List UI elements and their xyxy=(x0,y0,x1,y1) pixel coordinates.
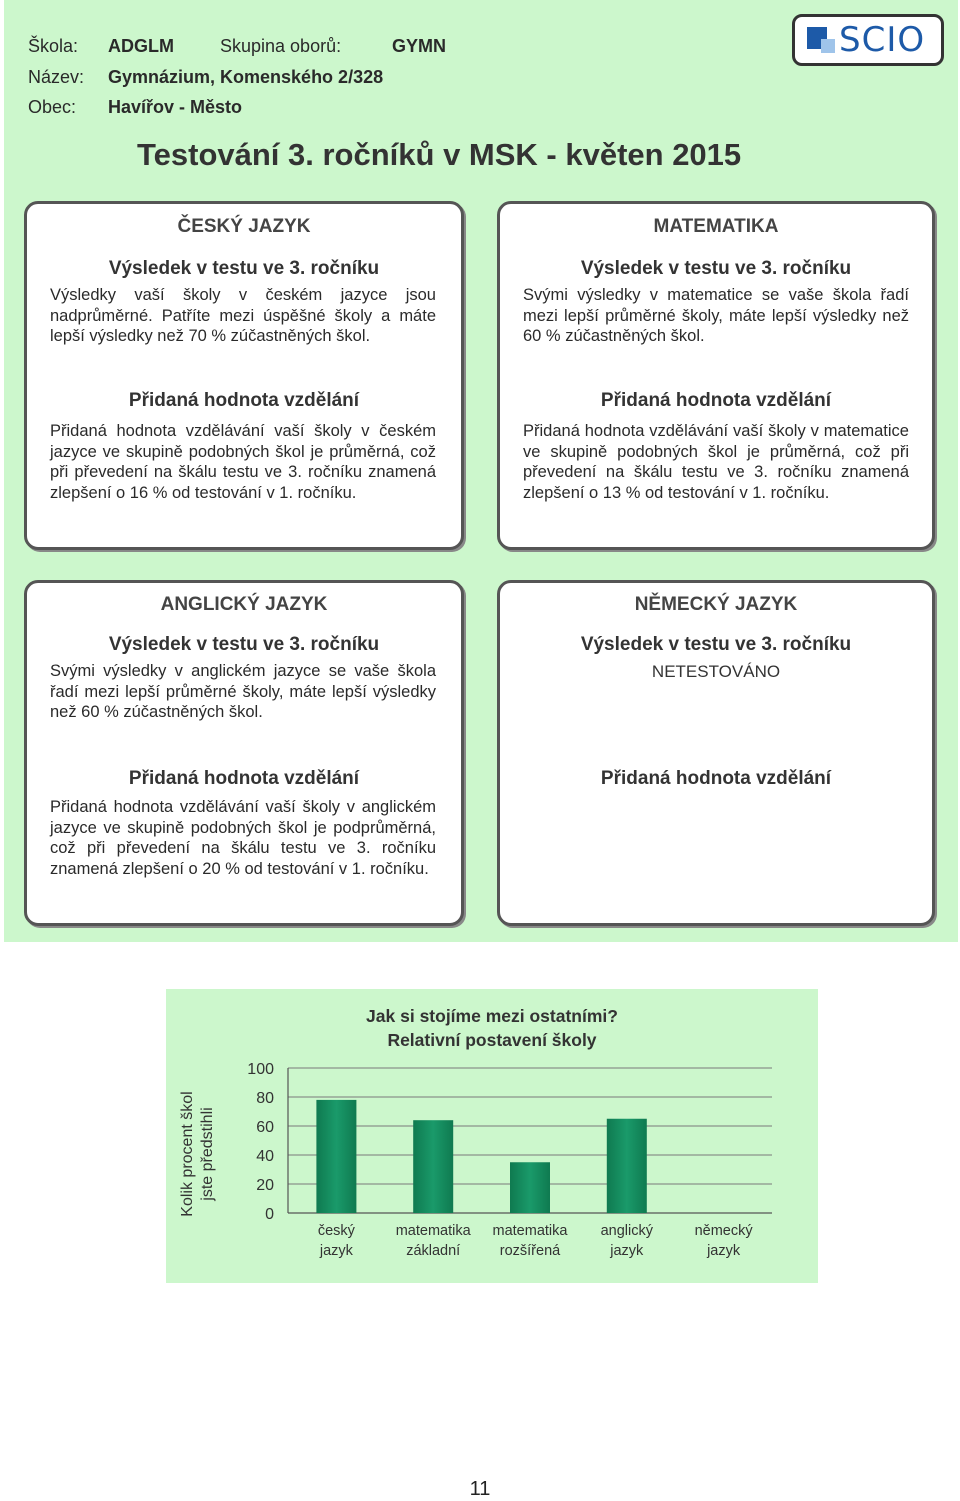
x-tick-label: anglický xyxy=(600,1223,653,1239)
result-text: Výsledky vaší školy v českém jazyce jsou nadprůměrné. Patříte mezi úspěšné školy a máte lepší výsledky než 70 % zúčastněných škol. xyxy=(50,286,436,345)
y-tick-label: 100 xyxy=(247,1061,274,1078)
added-value-heading: Přidaná hodnota vzdělání xyxy=(128,768,360,789)
card-german xyxy=(497,580,935,926)
x-tick-label: jazyk xyxy=(707,1243,741,1259)
added-value-heading: Přidaná hodnota vzdělání xyxy=(128,390,360,411)
added-value-heading: Přidaná hodnota vzdělání xyxy=(600,768,832,789)
bar xyxy=(510,1162,550,1213)
name-value: Gymnázium, Komenského 2/328 xyxy=(108,67,384,87)
card-czech xyxy=(24,201,464,550)
logo-square-small-icon xyxy=(821,39,835,53)
chart-title: Jak si stojíme mezi ostatními? xyxy=(366,1006,618,1026)
x-tick-label: matematika xyxy=(492,1223,568,1239)
logo-text: SCIO xyxy=(839,20,926,60)
card-title: NĚMECKÝ JAZYK xyxy=(634,594,798,615)
x-tick-label: rozšířená xyxy=(499,1243,561,1259)
page-number: 11 xyxy=(469,1478,491,1500)
name-label: Název: xyxy=(28,67,85,87)
y-axis-label-line1: Kolik procent škol xyxy=(179,1091,196,1217)
bar xyxy=(413,1120,453,1213)
group-value: GYMN xyxy=(392,36,446,56)
x-tick-label: matematika xyxy=(395,1223,471,1239)
y-tick-label: 20 xyxy=(256,1177,274,1194)
card-title: MATEMATIKA xyxy=(653,216,779,237)
added-value-heading: Přidaná hodnota vzdělání xyxy=(600,390,832,411)
y-tick-label: 40 xyxy=(256,1148,274,1165)
x-tick-label: německý xyxy=(694,1223,753,1239)
group-label: Skupina oborů: xyxy=(220,36,342,56)
chart-plot xyxy=(166,989,818,1283)
result-heading: Výsledek v testu ve 3. ročníku xyxy=(580,634,852,655)
report-panel xyxy=(4,0,958,942)
result-text: NETESTOVÁNO xyxy=(651,662,781,681)
result-text: Svými výsledky v matematice se vaše škola řadí mezi lepší průměrné školy, máte lepší výsledky než 60 % zúčastněných škol. xyxy=(523,286,909,345)
y-axis-label-line2: jste předstihli xyxy=(199,1107,216,1201)
x-tick-label: jazyk xyxy=(610,1243,644,1259)
school-label: Škola: xyxy=(28,36,79,56)
card-title: ANGLICKÝ JAZYK xyxy=(160,594,328,615)
school-value: ADGLM xyxy=(108,36,174,56)
bar xyxy=(316,1100,356,1213)
y-tick-label: 80 xyxy=(256,1090,274,1107)
x-tick-label: český xyxy=(317,1223,355,1239)
scio-logo xyxy=(792,14,944,66)
added-value-text: Přidaná hodnota vzdělávání vaší školy v anglickém jazyce ve skupině podobných škol je podprůměrná, což při převedení na škálu testu ve 3. ročníku znamená zlepšení o 20 % od testování v 1. ročníku. xyxy=(50,798,436,878)
relative-position-chart xyxy=(166,989,818,1283)
result-text: Svými výsledky v anglickém jazyce se vaše škola řadí mezi lepší průměrné školy, máte lepší výsledky než 60 % zúčastněných škol. xyxy=(50,662,436,721)
card-title: ČESKÝ JAZYK xyxy=(177,216,311,237)
added-value-text: Přidaná hodnota vzdělávání vaší školy v matematice ve skupině podobných škol je průměrná, což při převedení na škálu testu ve 3. ročníku znamená zlepšení o 13 % od testování v 1. ročníku. xyxy=(523,422,909,502)
result-heading: Výsledek v testu ve 3. ročníku xyxy=(580,258,852,279)
bar xyxy=(607,1119,647,1213)
x-tick-label: jazyk xyxy=(319,1243,353,1259)
card-english xyxy=(24,580,464,926)
chart-subtitle: Relativní postavení školy xyxy=(387,1030,597,1050)
result-heading: Výsledek v testu ve 3. ročníku xyxy=(108,634,380,655)
added-value-text: Přidaná hodnota vzdělávání vaší školy v českém jazyce ve skupině podobných škol je průměrná, což při převedení na škálu testu ve 3. ročníku znamená zlepšení o 16 % od testování v 1. ročníku. xyxy=(50,422,436,502)
city-value: Havířov - Město xyxy=(108,97,243,117)
x-tick-label: základní xyxy=(406,1243,461,1259)
y-tick-label: 0 xyxy=(265,1206,274,1223)
card-math xyxy=(497,201,935,550)
page-title: Testování 3. ročníků v MSK - květen 2015 xyxy=(137,137,742,172)
result-heading: Výsledek v testu ve 3. ročníku xyxy=(108,258,380,279)
city-label: Obec: xyxy=(28,97,77,117)
y-tick-label: 60 xyxy=(256,1119,274,1136)
